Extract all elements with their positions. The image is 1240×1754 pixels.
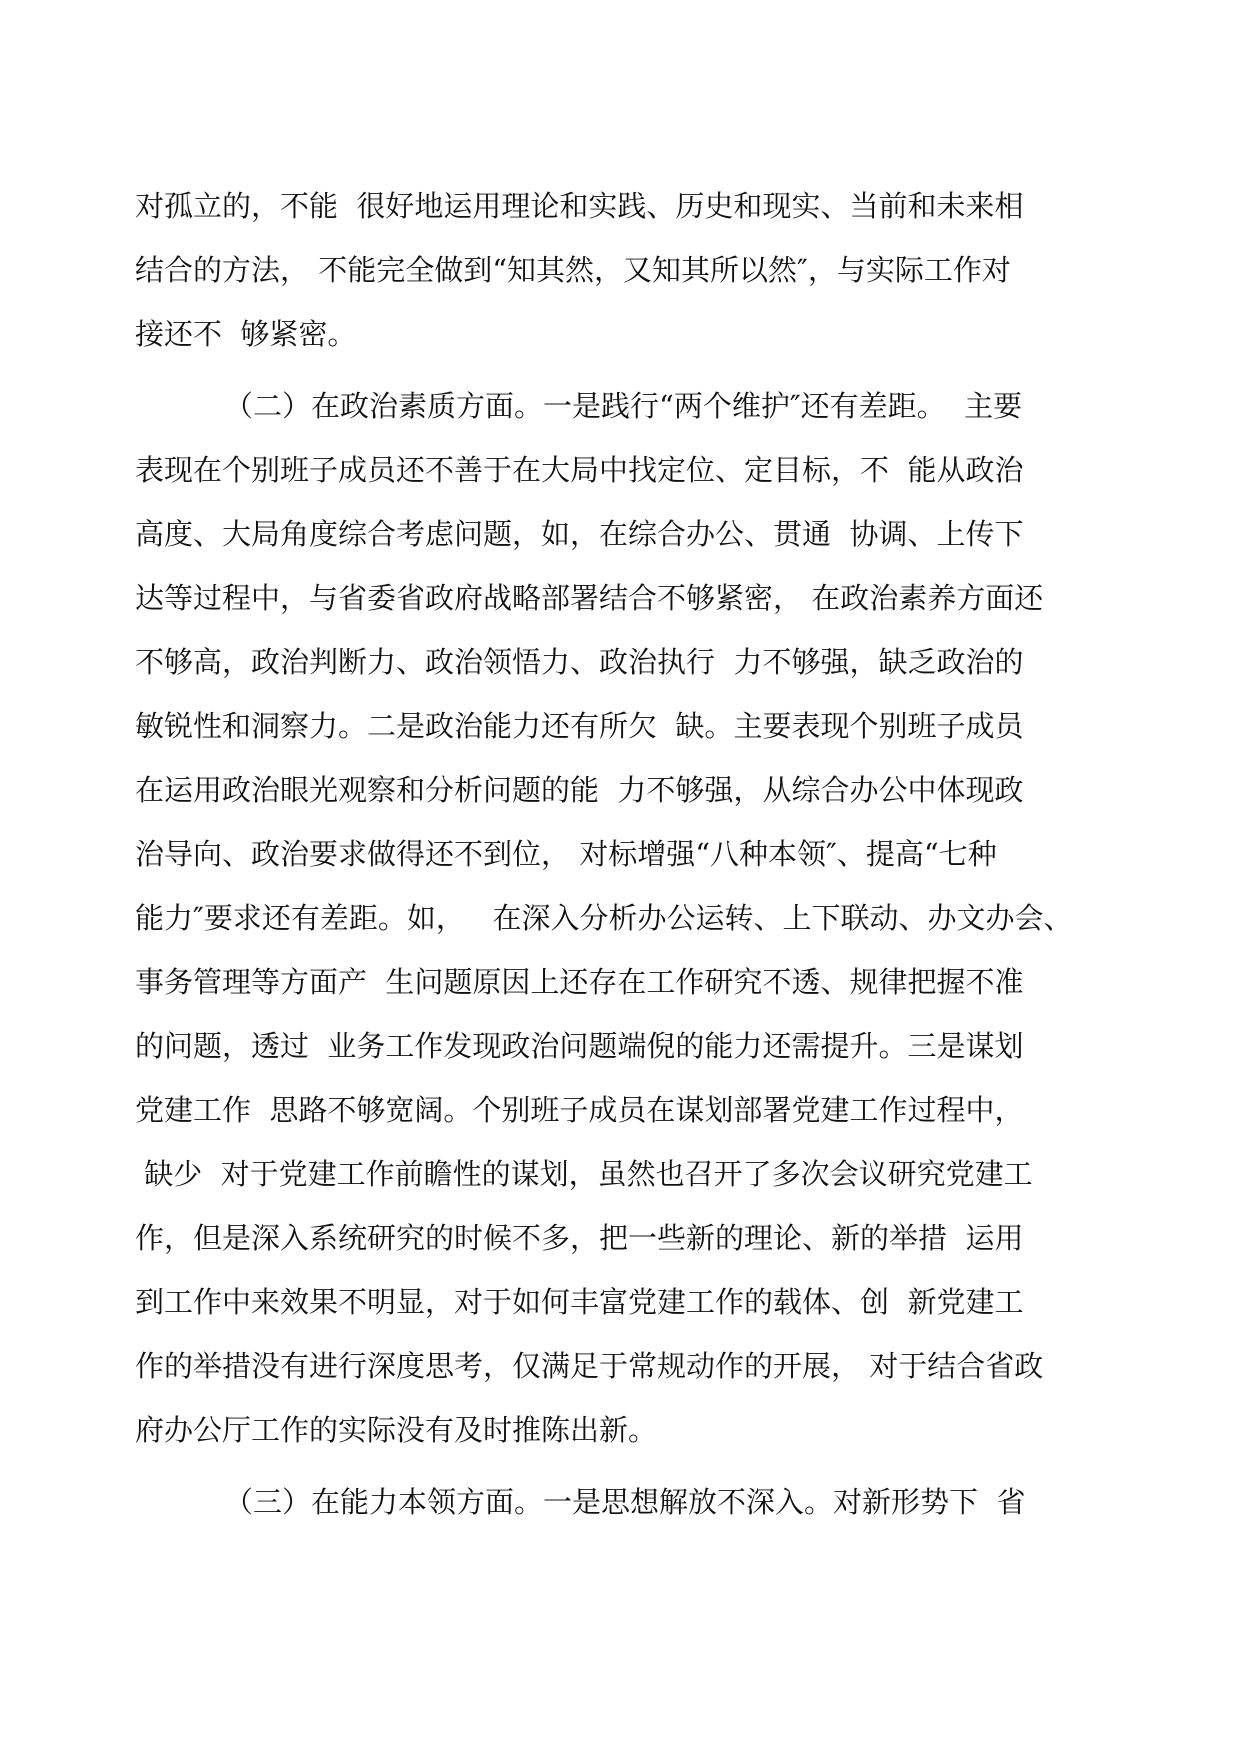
text-line: 对孤立的，不能 很好地运用理论和实践、历史和现实、当前和未来相 [135, 189, 1024, 223]
text-line: 作，但是深入系统研究的时候不多，把一些新的理论、新的举措 运用 [135, 1221, 1024, 1255]
text-line: 高度、大局角度综合考虑问题，如，在综合办公、贯通 协调、上传下 [135, 517, 1024, 551]
text-line: 不够高，政治判断力、政治领悟力、政治执行 力不够强，缺乏政治的 [135, 645, 1024, 679]
text-line: 敏锐性和洞察力。二是政治能力还有所欠 缺。主要表现个别班子成员 [135, 709, 1024, 743]
text-line: 结合的方法， 不能完全做到“知其然，又知其所以然″，与实际工作对 [135, 253, 1011, 287]
text-line: 达等过程中，与省委省政府战略部署结合不够紧密， 在政治素养方面还 [135, 581, 1044, 615]
text-line: 作的举措没有进行深度思考，仅满足于常规动作的开展， 对于结合省政 [135, 1349, 1044, 1383]
text-line: 事务管理等方面产 生问题原因上还存在工作研究不透、规律把握不准 [135, 965, 1024, 999]
paragraph-first-line: （二）在政治素质方面。一是践行“两个维护″还有差距。 主要 [224, 389, 1023, 423]
text-line: 表现在个别班子成员还不善于在大局中找定位、定目标，不 能从政治 [135, 453, 1024, 487]
text-line: 缺少 对于党建工作前瞻性的谋划，虽然也召开了多次会议研究党建工 [135, 1157, 1033, 1191]
text-line: 党建工作 思路不够宽阔。个别班子成员在谋划部署党建工作过程中， [135, 1093, 1024, 1127]
document-body [135, 174, 1115, 1534]
text-line: 府办公厅工作的实际没有及时推陈出新。 [135, 1413, 658, 1447]
text-line: 接还不 够紧密。 [135, 317, 357, 351]
text-line: 的问题，透过 业务工作发现政治问题端倪的能力还需提升。三是谋划 [135, 1029, 1024, 1063]
text-line: 能力″要求还有差距。如， 在深入分析办公运转、上下联动、办文办会、 [135, 901, 1073, 935]
text-line: 治导向、政治要求做得还不到位， 对标增强“八种本领″、提高“七种 [135, 837, 997, 871]
text-line: 在运用政治眼光观察和分析问题的能 力不够强，从综合办公中体现政 [135, 773, 1024, 807]
paragraph-first-line: （三）在能力本领方面。一是思想解放不深入。对新形势下 省 [224, 1485, 1026, 1519]
text-line: 到工作中来效果不明显，对于如何丰富党建工作的载体、创 新党建工 [135, 1285, 1024, 1319]
